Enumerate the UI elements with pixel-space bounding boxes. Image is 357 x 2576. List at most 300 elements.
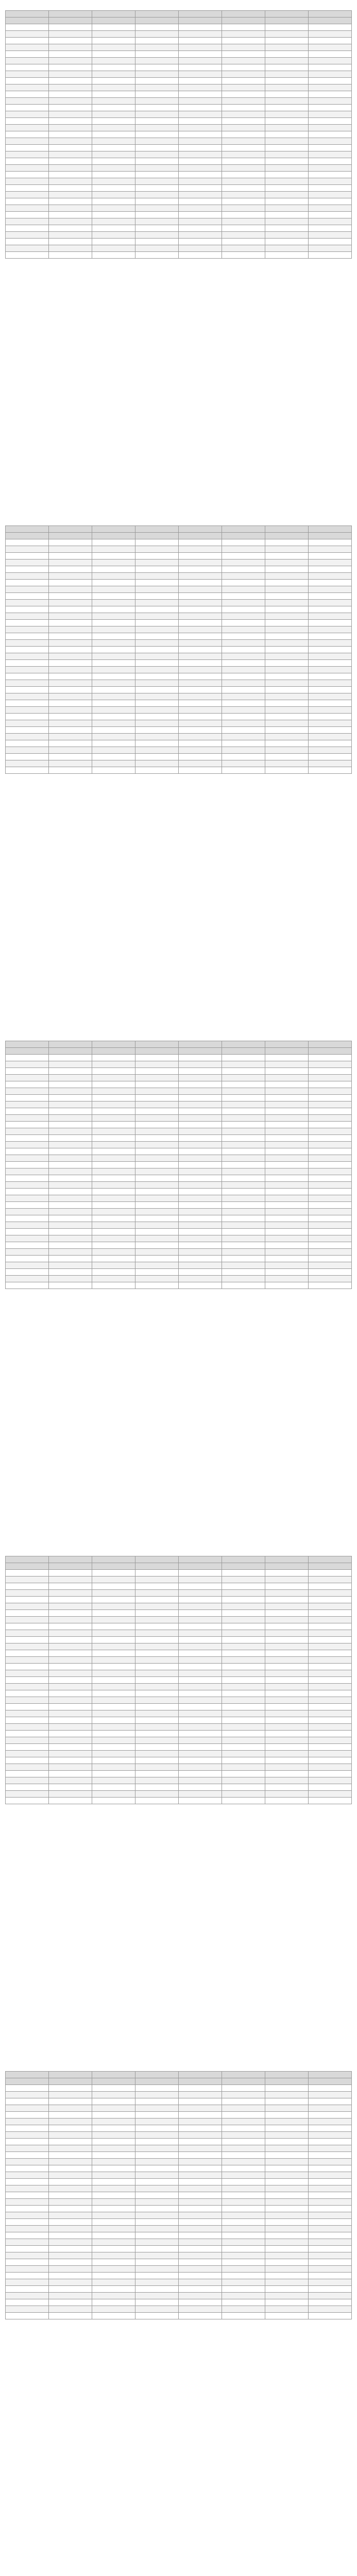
table-cell [309,1704,352,1710]
table-cell [179,252,222,259]
table-cell [135,586,179,593]
table-cell [92,680,135,687]
table-cell [222,1175,265,1182]
table-cell [135,2172,179,2179]
table-cell [49,1784,92,1791]
table-row [6,212,352,218]
table-cell [6,1262,49,1269]
table-cell [92,44,135,51]
table-cell [222,720,265,727]
table-cell [309,2279,352,2286]
table-cell [6,754,49,760]
table-cell [222,51,265,58]
table-cell [92,31,135,38]
table-cell [49,1128,92,1135]
table-cell [92,546,135,553]
table-cell [222,165,265,172]
table-cell [265,693,309,700]
table-cell [92,2199,135,2206]
table-cell [222,586,265,593]
table-cell [222,2246,265,2252]
table-cell [49,1155,92,1162]
column-header [6,18,49,24]
table-cell [6,2199,49,2206]
table-cell [49,653,92,660]
table-cell [222,1155,265,1162]
table-cell [179,71,222,78]
table-cell [92,198,135,205]
table-cell [92,2306,135,2313]
table-cell [265,1162,309,1168]
table-cell [309,1148,352,1155]
table-cell [135,1202,179,1209]
table-cell [222,1731,265,1737]
table-cell [6,91,49,98]
table-cell [135,131,179,138]
table-cell [49,1282,92,1289]
table-cell [135,205,179,212]
table-cell [265,740,309,747]
table-cell [6,760,49,767]
table-cell [222,714,265,720]
table-cell [6,573,49,580]
table-cell [92,2293,135,2299]
table-cell [179,720,222,727]
table-cell [49,252,92,259]
table-cell [265,600,309,606]
table-cell [265,51,309,58]
table-row [6,707,352,714]
table-cell [309,1242,352,1249]
table-cell [92,1737,135,1744]
table-cell [222,2273,265,2279]
table-cell [92,151,135,158]
table-cell [92,1684,135,1690]
table-cell [6,2299,49,2306]
table-cell [179,566,222,573]
table-cell [135,1603,179,1610]
table-cell [179,105,222,111]
table-cell [222,1148,265,1155]
table-cell [92,580,135,586]
table-cell [6,2206,49,2212]
table-row [6,1101,352,1108]
index-table [5,2071,352,2319]
table-cell [49,2252,92,2259]
table-cell [222,580,265,586]
table-cell [49,606,92,613]
table-cell [92,1764,135,1771]
column-header [309,18,352,24]
table-cell [222,1570,265,1577]
table-cell [179,1088,222,1095]
column-header [179,533,222,539]
column-header [309,526,352,533]
table-row [6,24,352,31]
table-cell [222,131,265,138]
table-cell [135,2299,179,2306]
table-cell [92,1155,135,1162]
table-cell [135,1570,179,1577]
table-cell [265,1690,309,1697]
section-title [5,2064,352,2071]
table-cell [6,2273,49,2279]
table-cell [265,2306,309,2313]
table-cell [309,667,352,673]
table-row [6,754,352,760]
table-cell [179,573,222,580]
column-header [135,533,179,539]
table-cell [265,2239,309,2246]
table-cell [309,2259,352,2266]
table-cell [179,1737,222,1744]
table-cell [179,1590,222,1597]
table-cell [49,1710,92,1717]
table-cell [92,205,135,212]
table-row [6,1677,352,1684]
table-cell [265,1771,309,1777]
table-cell [309,580,352,586]
table-cell [6,2279,49,2286]
table-row [6,2273,352,2279]
table-cell [265,172,309,178]
table-cell [179,38,222,44]
table-cell [6,553,49,560]
table-cell [49,553,92,560]
table-cell [265,205,309,212]
table-row [6,2232,352,2239]
table-cell [265,1115,309,1122]
table-cell [135,1195,179,1202]
table-cell [222,2172,265,2179]
table-cell [6,613,49,620]
table-cell [49,172,92,178]
table-cell [265,1088,309,1095]
table-cell [6,566,49,573]
table-cell [6,2313,49,2319]
table-cell [92,1710,135,1717]
table-cell [179,2192,222,2199]
table-row [6,720,352,727]
table-cell [309,1677,352,1684]
table-cell [179,653,222,660]
table-header-row [6,1048,352,1055]
table-cell [6,653,49,660]
table-cell [6,667,49,673]
table-cell [222,613,265,620]
table-cell [135,1664,179,1670]
table-cell [179,165,222,172]
table-cell [135,2132,179,2139]
table-row [6,151,352,158]
table-cell [179,1670,222,1677]
table-cell [92,1751,135,1757]
table-cell [309,2192,352,2199]
table-cell [135,1155,179,1162]
table-row [6,2085,352,2092]
column-header [265,1563,309,1570]
table-cell [179,1617,222,1623]
table-cell [265,1175,309,1182]
table-cell [222,1282,265,1289]
table-row [6,1282,352,1289]
table-cell [179,1643,222,1650]
table-cell [309,546,352,553]
table-cell [135,667,179,673]
table-cell [6,2139,49,2145]
table-cell [6,1189,49,1195]
table-cell [179,1710,222,1717]
table-cell [6,212,49,218]
table-cell [265,1657,309,1664]
table-cell [6,232,49,239]
table-cell [92,218,135,225]
table-cell [49,1590,92,1597]
table-cell [49,1684,92,1690]
table-cell [135,2219,179,2226]
table-cell [265,754,309,760]
table-cell [309,1670,352,1677]
table-cell [6,1175,49,1182]
table-cell [265,1202,309,1209]
table-cell [309,2206,352,2212]
table-cell [179,580,222,586]
table-cell [6,2172,49,2179]
table-cell [49,2273,92,2279]
table-cell [309,1784,352,1791]
column-header [6,533,49,539]
table-cell [49,647,92,653]
table-cell [265,1195,309,1202]
table-header-row [6,526,352,533]
table-row [6,1135,352,1142]
table-cell [6,24,49,31]
table-cell [309,620,352,626]
table-cell [179,1757,222,1764]
table-cell [222,1744,265,1751]
table-cell [6,580,49,586]
table-cell [265,1182,309,1189]
table-cell [265,178,309,185]
table-row [6,1771,352,1777]
table-cell [179,2239,222,2246]
column-header [265,18,309,24]
table-cell [135,1095,179,1101]
table-cell [309,2266,352,2273]
table-cell [309,2139,352,2145]
index-table [5,1041,352,1289]
table-cell [265,720,309,727]
table-cell [92,2098,135,2105]
table-cell [6,687,49,693]
table-cell [49,2199,92,2206]
table-cell [92,2299,135,2306]
table-cell [222,1162,265,1168]
table-cell [309,158,352,165]
table-cell [222,2092,265,2098]
table-cell [309,1195,352,1202]
table-row [6,1623,352,1630]
table-cell [92,1222,135,1229]
table-cell [6,1757,49,1764]
column-header [6,526,49,533]
table-cell [92,1229,135,1235]
table-cell [309,2286,352,2293]
table-cell [92,1677,135,1684]
column-header [49,2078,92,2085]
table-row [6,1068,352,1075]
table-cell [49,2185,92,2192]
table-row [6,1630,352,1637]
table-cell [222,680,265,687]
table-cell [179,1577,222,1583]
table-cell [6,734,49,740]
table-cell [92,1162,135,1168]
table-cell [265,252,309,259]
table-row [6,1737,352,1744]
table-row [6,1242,352,1249]
table-cell [179,158,222,165]
table-cell [92,1791,135,1798]
column-header [92,526,135,533]
table-cell [222,2266,265,2273]
table-cell [49,1650,92,1657]
table-cell [6,1744,49,1751]
table-cell [222,2226,265,2232]
table-cell [135,111,179,118]
table-cell [6,727,49,734]
table-cell [92,1630,135,1637]
table-row [6,714,352,720]
table-cell [49,1142,92,1148]
table-cell [92,586,135,593]
table-cell [309,2179,352,2185]
table-row [6,2092,352,2098]
table-row [6,239,352,245]
table-cell [6,1577,49,1583]
table-cell [179,125,222,131]
table-cell [222,653,265,660]
table-cell [222,667,265,673]
table-cell [179,1222,222,1229]
table-cell [6,98,49,105]
table-cell [49,740,92,747]
table-cell [222,640,265,647]
table-cell [6,1061,49,1068]
column-header [49,2072,92,2078]
table-cell [179,2132,222,2139]
table-cell [179,647,222,653]
table-cell [135,1122,179,1128]
table-row [6,1122,352,1128]
table-cell [179,64,222,71]
table-cell [135,553,179,560]
table-cell [6,1142,49,1148]
table-cell [309,2246,352,2252]
table-row [6,560,352,566]
table-row [6,232,352,239]
table-cell [265,44,309,51]
table-cell [135,172,179,178]
table-cell [265,1637,309,1643]
table-cell [222,754,265,760]
table-cell [179,2119,222,2125]
column-header [92,533,135,539]
table-cell [222,1650,265,1657]
table-cell [135,145,179,151]
table-cell [6,1122,49,1128]
table-cell [222,138,265,145]
table-cell [49,198,92,205]
table-cell [92,606,135,613]
table-cell [92,2313,135,2319]
column-header [49,1048,92,1055]
table-cell [309,1175,352,1182]
table-cell [222,1229,265,1235]
table-cell [49,1168,92,1175]
table-cell [135,720,179,727]
table-row [6,198,352,205]
table-cell [135,640,179,647]
table-cell [6,1095,49,1101]
table-cell [135,626,179,633]
table-row [6,2185,352,2192]
table-cell [179,2252,222,2259]
table-cell [92,620,135,626]
table-cell [179,586,222,593]
table-section [0,1546,357,2061]
table-cell [222,2199,265,2206]
table-row [6,606,352,613]
table-cell [265,2219,309,2226]
table-cell [6,118,49,125]
table-cell [92,1597,135,1603]
table-cell [265,1670,309,1677]
table-cell [49,1068,92,1075]
table-cell [49,1055,92,1061]
table-cell [265,727,309,734]
table-cell [222,1737,265,1744]
column-header [49,18,92,24]
table-cell [92,1088,135,1095]
table-cell [6,640,49,647]
table-cell [222,1142,265,1148]
table-cell [92,1771,135,1777]
table-row [6,2172,352,2179]
table-cell [222,1777,265,1784]
table-cell [179,747,222,754]
table-row [6,1704,352,1710]
table-cell [92,1577,135,1583]
table-cell [309,1068,352,1075]
table-cell [92,2125,135,2132]
column-header [309,533,352,539]
table-cell [265,1684,309,1690]
table-cell [309,218,352,225]
table-cell [135,2112,179,2119]
table-row [6,660,352,667]
table-cell [49,2226,92,2232]
table-cell [135,1731,179,1737]
table-cell [179,1610,222,1617]
table-cell [222,225,265,232]
table-row [6,626,352,633]
table-row [6,1249,352,1256]
table-cell [309,2299,352,2306]
table-cell [179,640,222,647]
table-cell [135,212,179,218]
table-cell [49,2286,92,2293]
